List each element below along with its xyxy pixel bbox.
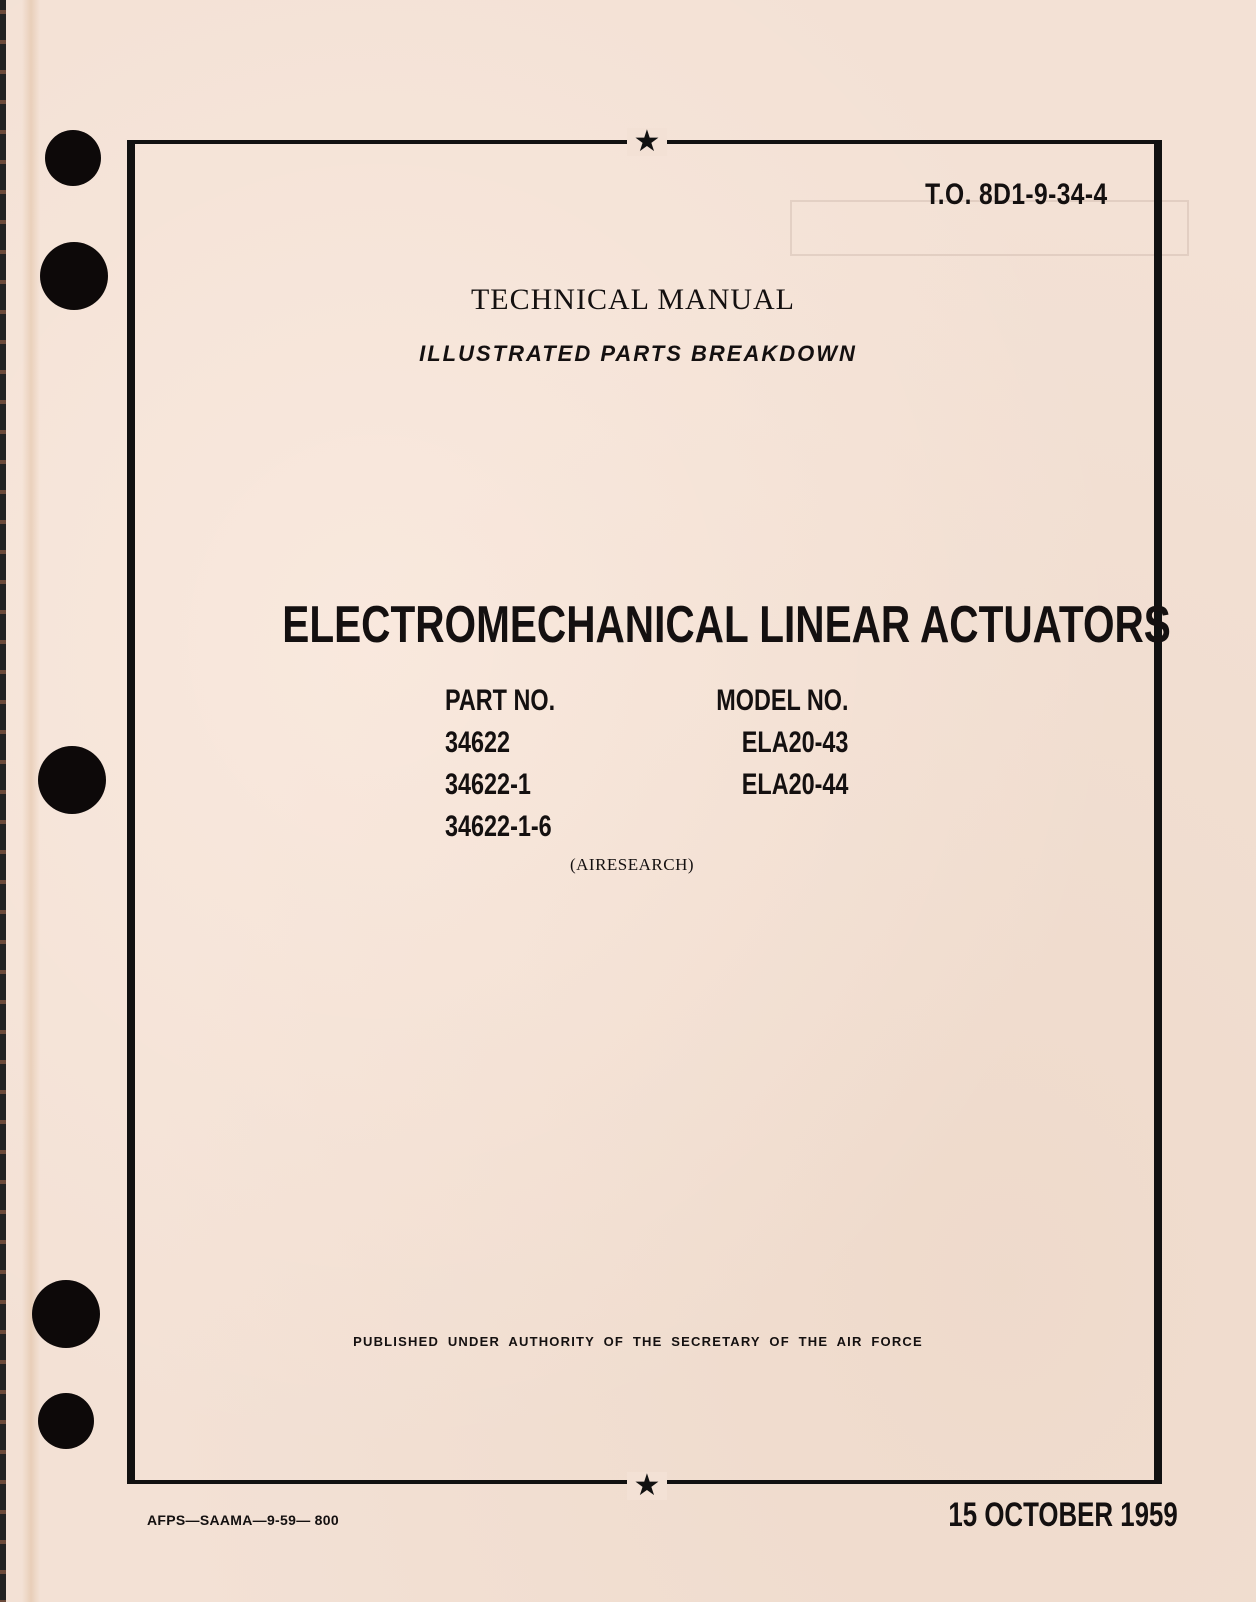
part-number-item: 34622 [445, 726, 511, 759]
star-icon-top: ★ [627, 128, 667, 156]
part-number-header: PART NO. [445, 684, 556, 717]
binder-hole-1 [45, 130, 101, 186]
torn-left-edge [0, 0, 6, 1602]
part-number-list [445, 680, 555, 848]
binder-hole-5 [38, 1393, 94, 1449]
star-icon-bottom: ★ [627, 1472, 667, 1500]
model-number-item: ELA20-43 [741, 726, 848, 759]
document-title: ELECTROMECHANICAL LINEAR ACTUATORS [282, 596, 1171, 654]
technical-order-number: T.O. 8D1-9-34-4 [925, 178, 1108, 211]
authority-statement: PUBLISHED UNDER AUTHORITY OF THE SECRETARY OF THE AIR FORCE [353, 1334, 923, 1349]
part-number-item: 34622-1 [445, 768, 531, 801]
model-number-header: MODEL NO. [715, 684, 848, 717]
document-subtitle: ILLUSTRATED PARTS BREAKDOWN [419, 341, 857, 366]
manufacturer-name: (AIRESEARCH) [569, 855, 695, 874]
model-number-item: ELA20-44 [741, 768, 848, 801]
binding-stain [22, 0, 40, 1602]
part-number-item: 34622-1-6 [445, 810, 552, 843]
publication-date: 15 OCTOBER 1959 [948, 1496, 1178, 1534]
print-code: AFPS—SAAMA—9-59— 800 [147, 1512, 339, 1528]
model-number-list [716, 680, 848, 806]
document-type-heading: TECHNICAL MANUAL [470, 283, 796, 316]
binder-hole-3 [38, 746, 106, 814]
